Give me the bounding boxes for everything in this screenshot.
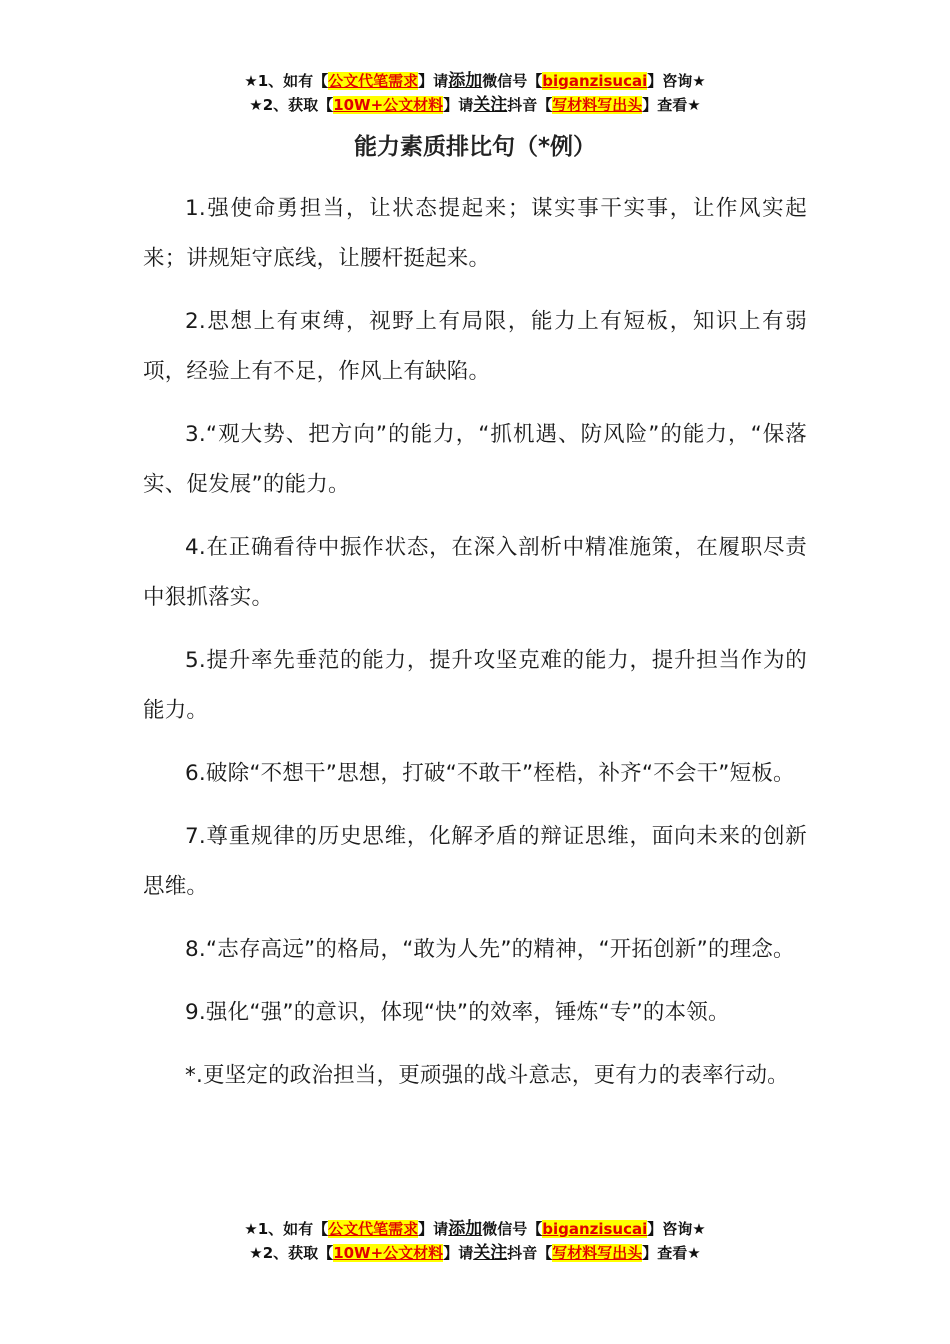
- highlight-douyin-id: 写材料写出头: [552, 1244, 643, 1262]
- promo-banner-top: [0, 69, 950, 117]
- highlight-materials: 10W+公文材料: [333, 96, 444, 114]
- promo-banner-bottom: [0, 1217, 950, 1265]
- promo-line-1: ★1、如有【公文代笔需求】请添加微信号【biganzisucai】咨询★: [244, 1219, 706, 1239]
- paragraph-extra: *.更坚定的政治担当，更顽强的战斗意志，更有力的表率行动。: [185, 1063, 789, 1088]
- paragraph-9: 9.强化“强”的意识，体现“快”的效率，锤炼“专”的本领。: [185, 1000, 730, 1025]
- paragraph-1: 1.强使命勇担当，让状态提起来；谋实事干实事，让作风实起来；讲规矩守底线，让腰杆挺起来。: [143, 196, 807, 271]
- paragraph-7: 7.尊重规律的历史思维，化解矛盾的辩证思维，面向未来的创新思维。: [143, 824, 807, 899]
- promo-line-1: ★1、如有【公文代笔需求】请添加微信号【biganzisucai】咨询★: [244, 71, 706, 91]
- promo-line-2: ★2、获取【10W+公文材料】请关注抖音【写材料写出头】查看★: [249, 1243, 701, 1263]
- paragraph-6: 6.破除“不想干”思想，打破“不敢干”桎梏，补齐“不会干”短板。: [185, 761, 795, 786]
- highlight-service: 公文代笔需求: [328, 1220, 419, 1238]
- highlight-wechat-id: biganzisucai: [542, 72, 648, 90]
- highlight-service: 公文代笔需求: [328, 72, 419, 90]
- paragraph-5: 5.提升率先垂范的能力，提升攻坚克难的能力，提升担当作为的能力。: [143, 648, 807, 723]
- document-body: [143, 184, 807, 1114]
- document-title: 能力素质排比句（*例）: [353, 134, 597, 160]
- highlight-materials: 10W+公文材料: [333, 1244, 444, 1262]
- highlight-douyin-id: 写材料写出头: [552, 96, 643, 114]
- promo-line-2: ★2、获取【10W+公文材料】请关注抖音【写材料写出头】查看★: [249, 95, 701, 115]
- paragraph-8: 8.“志存高远”的格局，“敢为人先”的精神，“开拓创新”的理念。: [185, 937, 795, 962]
- highlight-wechat-id: biganzisucai: [542, 1220, 648, 1238]
- paragraph-2: 2.思想上有束缚，视野上有局限，能力上有短板，知识上有弱项，经验上有不足，作风上有缺陷。: [143, 309, 807, 384]
- paragraph-4: 4.在正确看待中振作状态，在深入剖析中精准施策，在履职尽责中狠抓落实。: [143, 535, 807, 610]
- paragraph-3: 3.“观大势、把方向”的能力，“抓机遇、防风险”的能力，“保落实、促发展”的能力。: [143, 422, 807, 497]
